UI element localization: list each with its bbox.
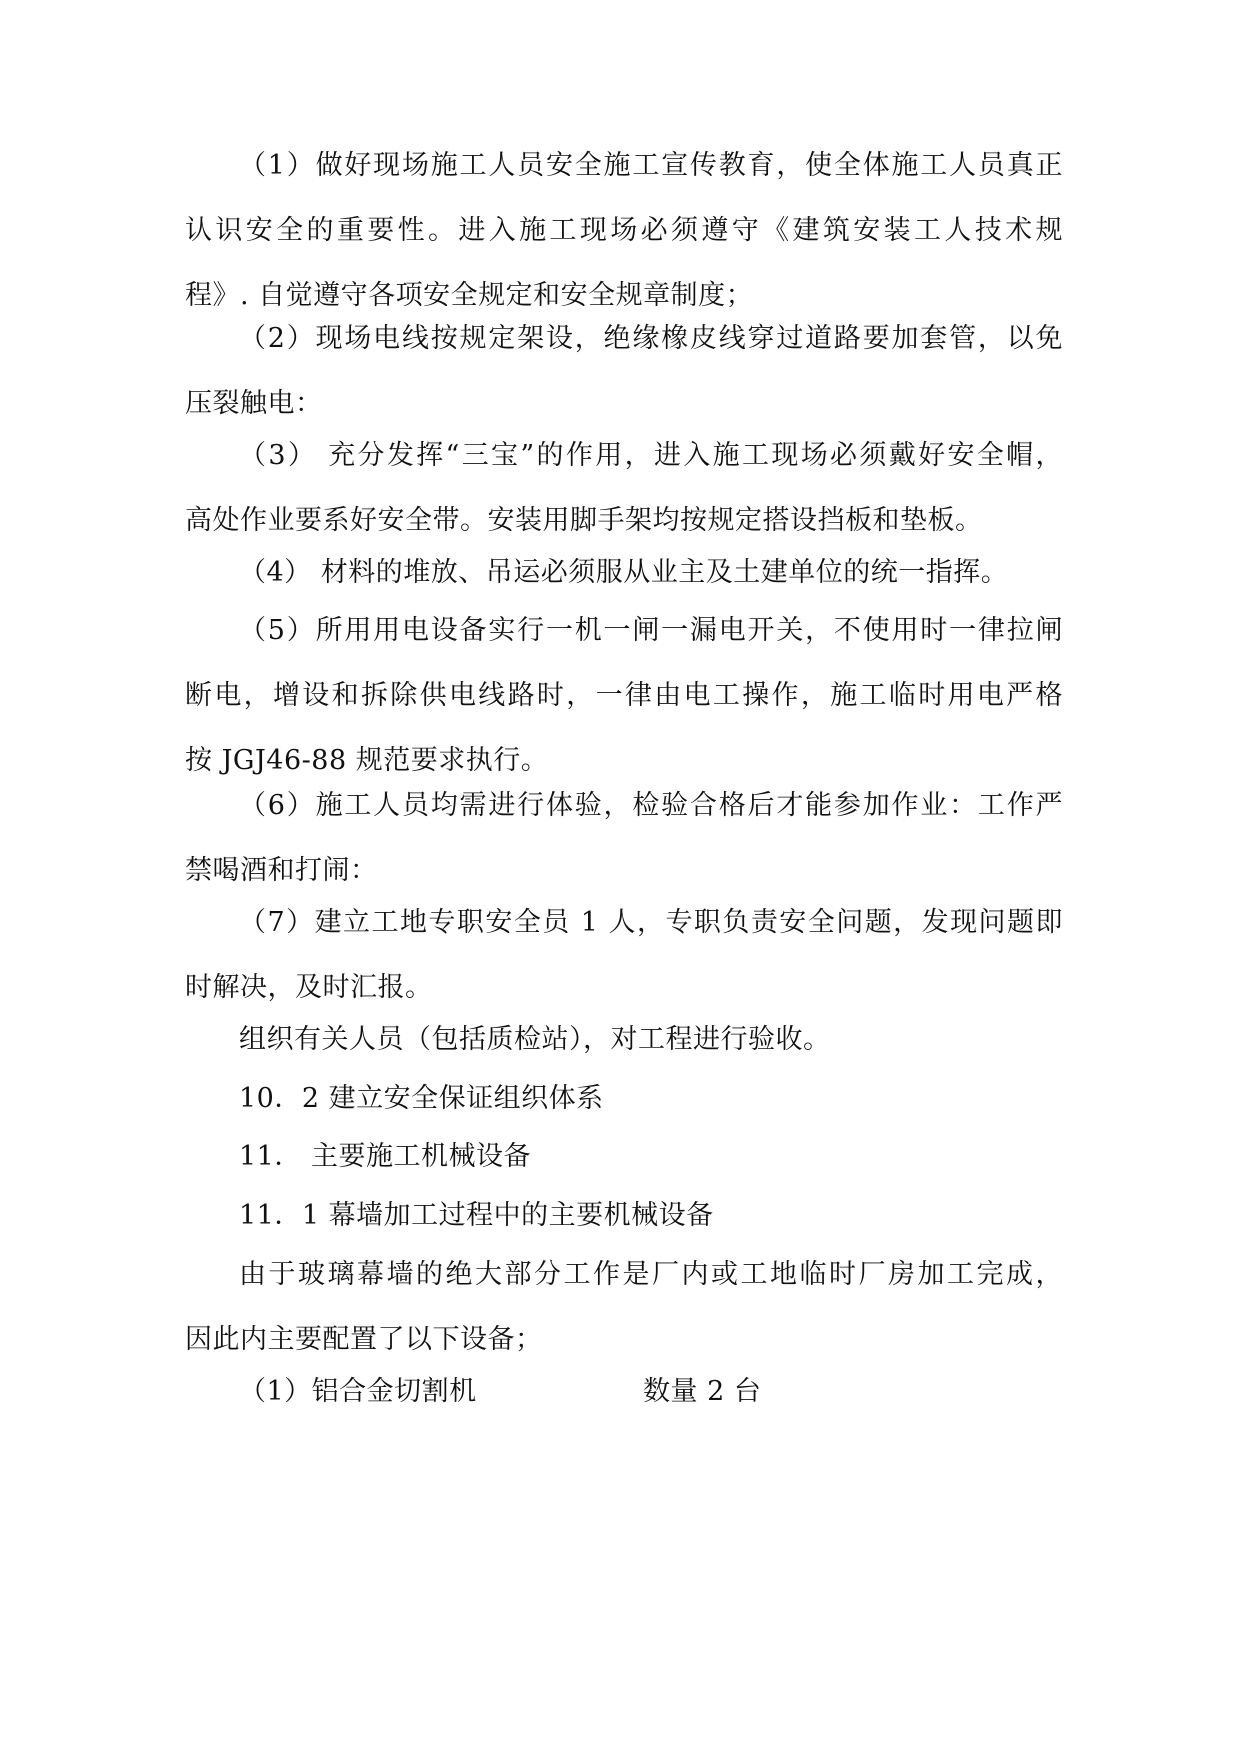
equipment-row [239, 1359, 1063, 1424]
paragraph-three-treasures [185, 423, 1063, 553]
text-line: （7）建立工地专职安全员 1 人，专职负责安全问题，发现问题即 [239, 907, 1063, 938]
text-line: （2）现场电线按规定架设，绝缘橡皮线穿过道路要加套管，以免 [239, 323, 1063, 354]
text-line: 10．2 建立安全保证组织体系 [239, 1083, 604, 1114]
text-line: （3） 充分发挥“三宝”的作用，进入施工现场必须戴好安全帽， [239, 440, 1063, 471]
section-heading-11-1 [185, 1183, 1063, 1248]
text-line: 时解决，及时汇报。 [185, 972, 433, 1003]
text-line: （5）所用用电设备实行一机一闸一漏电开关，不使用时一律拉闸 [239, 615, 1063, 646]
paragraph-materials [185, 540, 1063, 605]
text-line: （6）施工人员均需进行体验，检验合格后才能参加作业：工作严 [239, 790, 1063, 821]
paragraph-acceptance [185, 1007, 1063, 1072]
paragraph-electrical-equipment [185, 598, 1063, 793]
text-line: 程》. 自觉遵守各项安全规定和安全规章制度； [185, 280, 754, 311]
text-line: 压裂触电： [185, 388, 323, 419]
text-line: 组织有关人员（包括质检站），对工程进行验收。 [239, 1024, 831, 1055]
paragraph-safety-officer [185, 890, 1063, 1020]
paragraph-health-check [185, 773, 1063, 903]
text-line: 认识安全的重要性。进入施工现场必须遵守《建筑安装工人技术规 [185, 215, 1063, 246]
text-line: 由于玻璃幕墙的绝大部分工作是厂内或工地临时厂房加工完成， [239, 1259, 1063, 1290]
section-heading-10-2 [185, 1066, 1063, 1131]
text-line: （4） 材料的堆放、吊运必须服从业主及土建单位的统一指挥。 [239, 557, 1009, 588]
text-line: 断电，增设和拆除供电线路时，一律由电工操作，施工临时用电严格 [185, 680, 1063, 711]
text-line: 禁喝酒和打闹： [185, 855, 378, 886]
text-line: 高处作业要系好安全带。安装用脚手架均按规定搭设挡板和垫板。 [185, 505, 983, 536]
text-line: 11． 主要施工机械设备 [239, 1141, 531, 1172]
paragraph-safety-education [185, 133, 1063, 328]
paragraph-equipment-intro [185, 1242, 1063, 1372]
paragraph-wiring [185, 306, 1063, 436]
text-line: （1）做好现场施工人员安全施工宣传教育，使全体施工人员真正 [239, 150, 1063, 181]
equipment-quantity: 数量 2 台 [643, 1376, 762, 1407]
text-line: 11．1 幕墙加工过程中的主要机械设备 [239, 1200, 714, 1231]
equipment-name: （1）铝合金切割机 [239, 1376, 477, 1407]
text-line: 按 JGJ46-88 规范要求执行。 [185, 745, 549, 776]
text-line: 因此内主要配置了以下设备； [185, 1324, 543, 1355]
section-heading-11 [185, 1124, 1063, 1189]
